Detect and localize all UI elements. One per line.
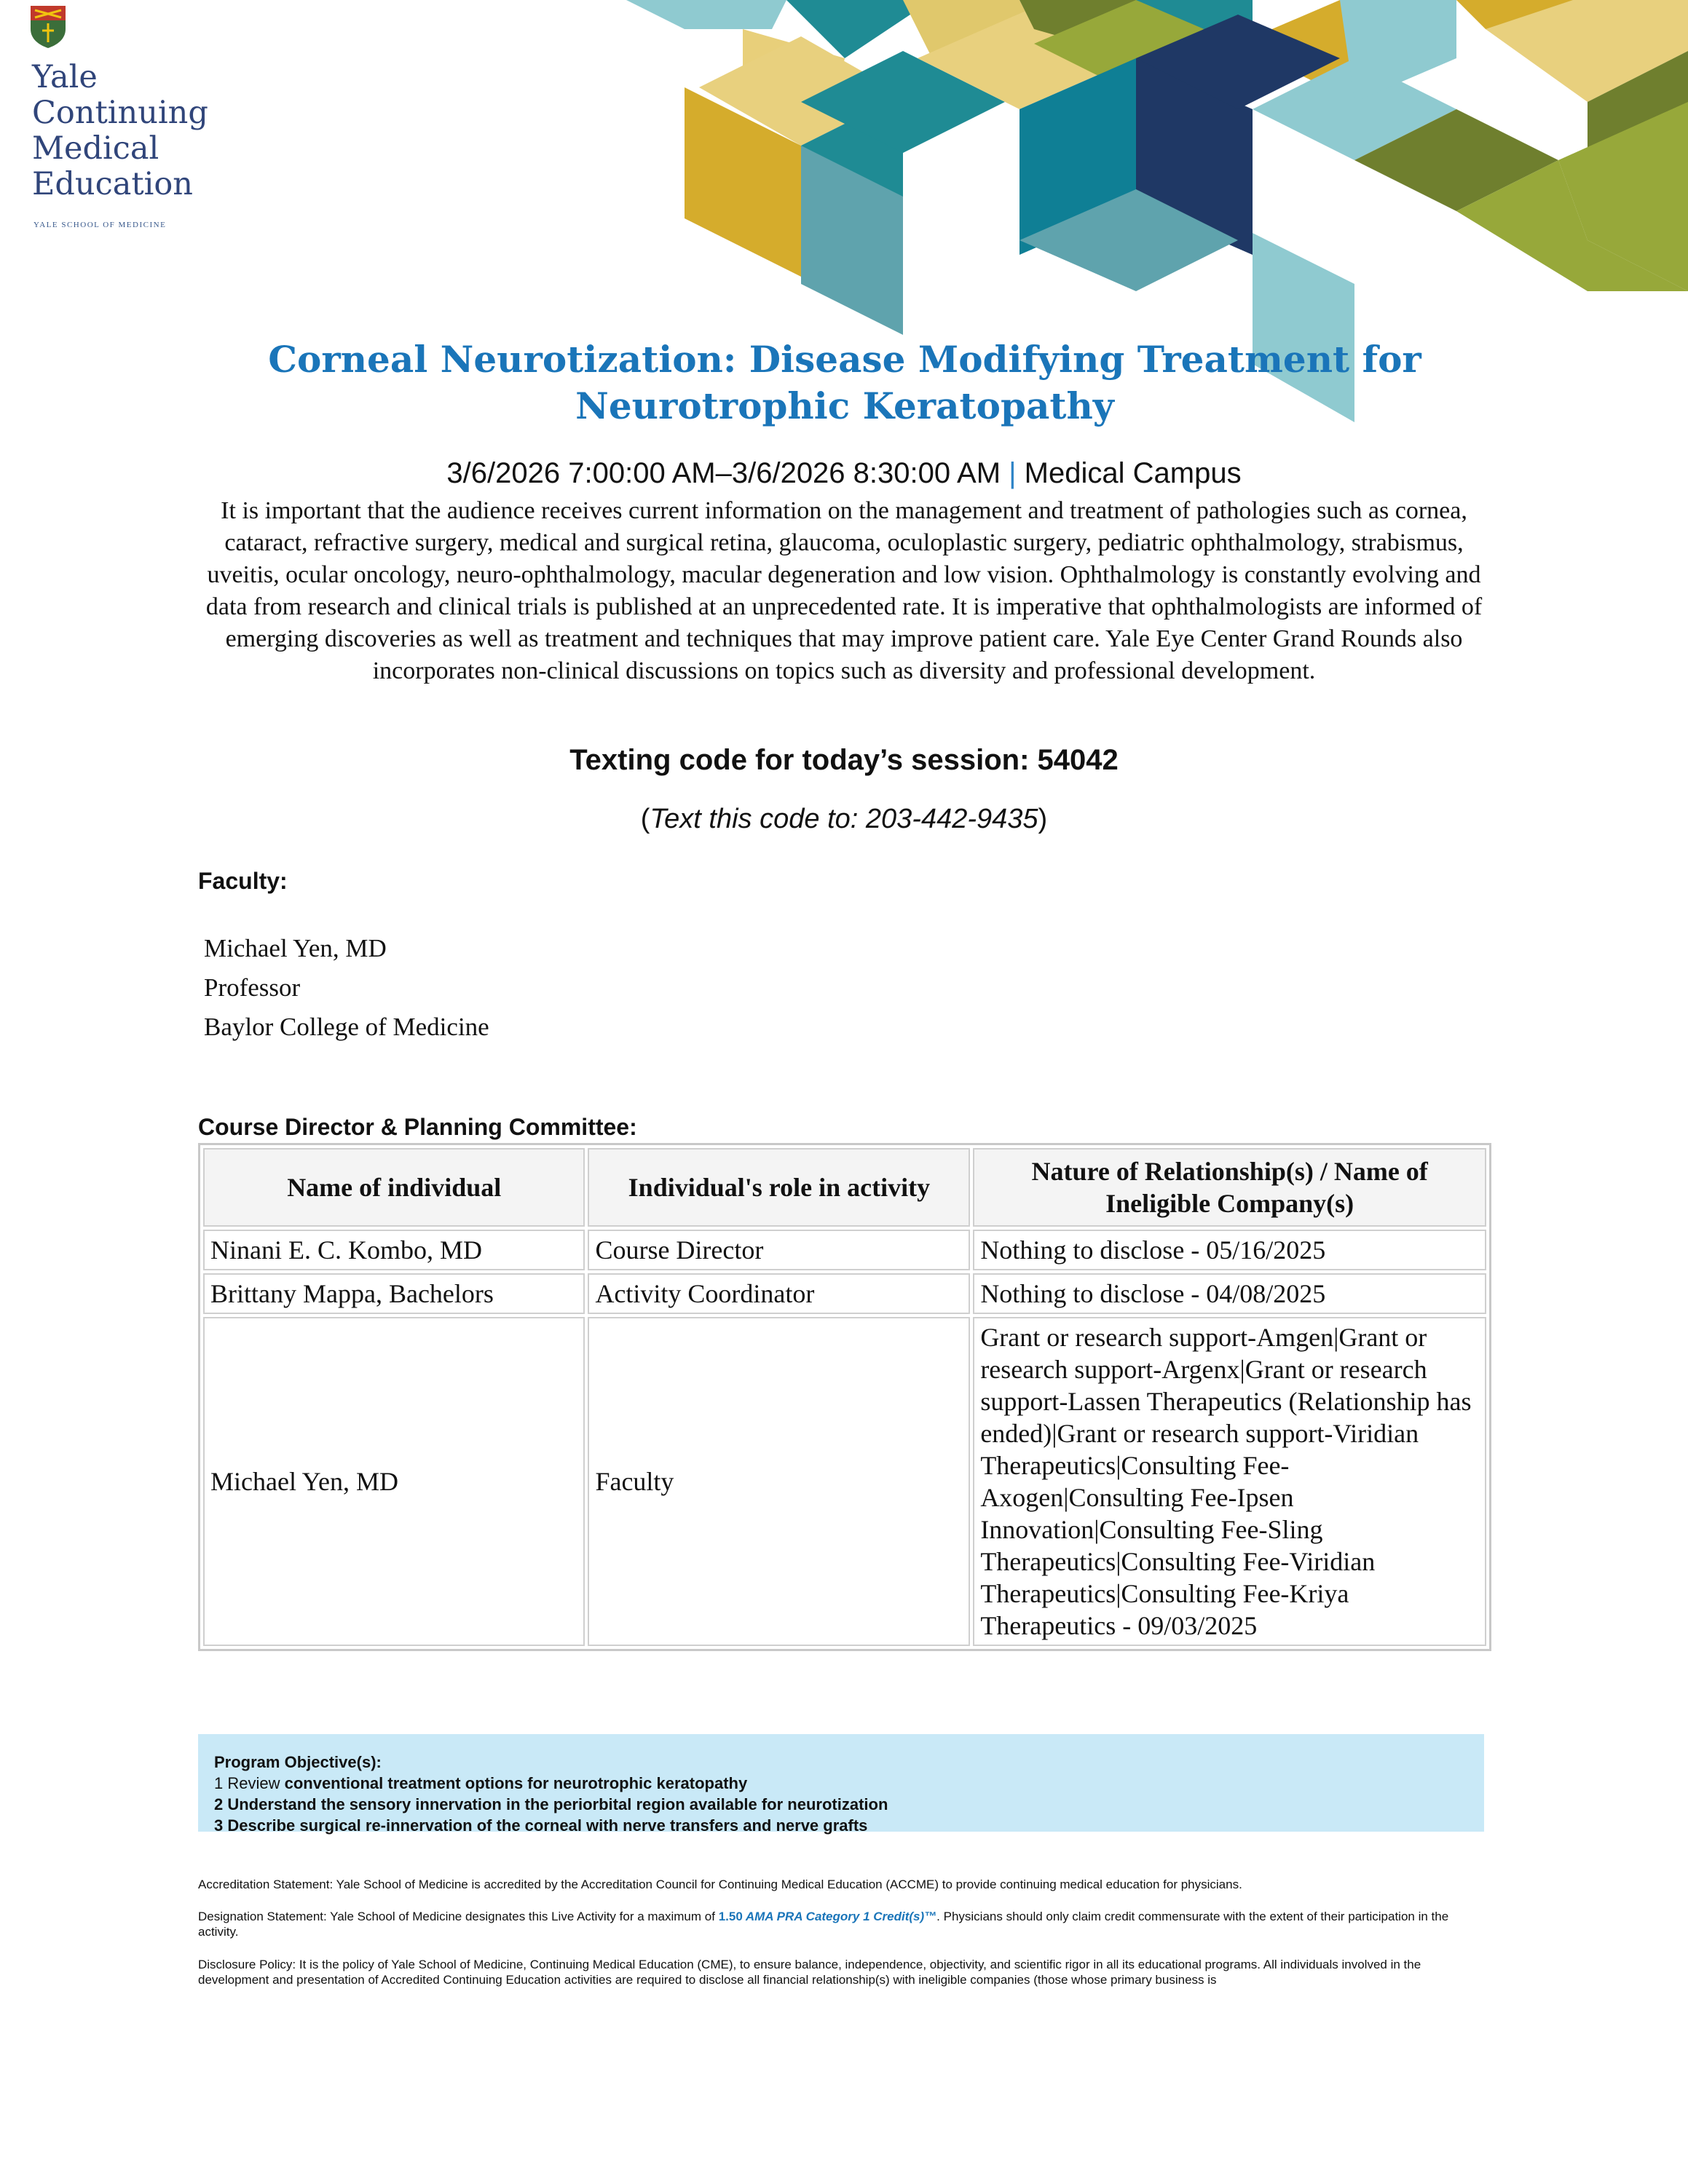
table-header-row	[203, 1148, 1486, 1227]
header-relationship: Nature of Relationship(s) / Name of Ineligible Company(s)	[973, 1148, 1486, 1227]
objective-1-prefix: 1 Review	[214, 1774, 285, 1792]
table-row	[203, 1230, 1486, 1270]
objective-2: 2 Understand the sensory innervation in the periorbital region available for neurotization	[214, 1795, 888, 1813]
faculty-info	[204, 929, 489, 1047]
objective-1	[214, 1773, 1468, 1794]
objectives-label: Program Objective(s):	[214, 1753, 382, 1771]
objective-3: 3 Describe surgical re-innervation of the corneal with nerve transfers and nerve grafts	[214, 1816, 868, 1835]
faculty-institution: Baylor College of Medicine	[204, 1013, 489, 1041]
paren-open: (	[640, 804, 650, 834]
program-objectives	[198, 1734, 1484, 1835]
logo-subtitle: YALE SCHOOL OF MEDICINE	[33, 221, 167, 229]
cell-name: Brittany Mappa, Bachelors	[203, 1273, 585, 1314]
header-name: Name of individual	[203, 1148, 585, 1227]
table-row	[203, 1317, 1486, 1646]
faculty-label: Faculty:	[198, 868, 288, 894]
designation-statement	[198, 1909, 1484, 1939]
page-title: Corneal Neurotization: Disease Modifying Treatment for Neurotrophic Keratopathy	[268, 338, 1421, 427]
cell-name: Ninani E. C. Kombo, MD	[203, 1230, 585, 1270]
disclosure-policy: Disclosure Policy: It is the policy of Yale School of Medicine, Continuing Medical Education (CME), to ensure balance, independence, objectivity, and scientific rigor in all its educational programs. All individuals involved in the development and presentation of Accredited Continuing Education activities are required to disclose all financial relationship(s) with ineligible companies (those whose primary business is	[198, 1958, 1421, 1987]
event-datetime: 3/6/2026 7:00:00 AM–3/6/2026 8:30:00 AM	[446, 457, 1001, 489]
cell-relationship: Grant or research support-Amgen|Grant or research support-Argenx|Grant or research support-Lassen Therapeutics (Relationship has ended)|Grant or research support-Viridian Therapeutics|Consulting Fee-Axogen|Consulting Fee-Ipsen Innovation|Consulting Fee-Sling Therapeutics|Consulting Fee-Viridian Therapeutics|Consulting Fee-Kriya Therapeutics - 09/03/2025	[973, 1317, 1486, 1646]
accreditation-statement: Accreditation Statement: Yale School of Medicine is accredited by the Accreditation Council for Continuing Medical Education (ACCME) to provide continuing medical education for physicians.	[198, 1878, 1242, 1891]
event-location: Medical Campus	[1024, 457, 1242, 489]
cell-relationship: Nothing to disclose - 05/16/2025	[973, 1230, 1486, 1270]
objective-1-text: conventional treatment options for neurotrophic keratopathy	[284, 1774, 748, 1792]
event-separator: |	[1009, 457, 1017, 489]
cell-role: Faculty	[588, 1317, 970, 1646]
yale-shield-icon	[29, 4, 67, 50]
faculty-title: Professor	[204, 973, 301, 1002]
paren-close: )	[1038, 804, 1048, 834]
yale-cme-logo	[29, 4, 218, 230]
cell-relationship: Nothing to disclose - 04/08/2025	[973, 1273, 1486, 1314]
designation-prefix: Designation Statement: Yale School of Medicine designates this Live Activity for a maximum of	[198, 1910, 719, 1923]
credit-number: 1.50	[718, 1910, 743, 1923]
header-role: Individual's role in activity	[588, 1148, 970, 1227]
texting-number: Text this code to: 203-442-9435	[650, 804, 1038, 834]
event-description: It is important that the audience receives current information on the management and treatment of pathologies such as cornea, cataract, refractive surgery, medical and surgical retina, glaucoma, oculoplastic surgery, pediatric ophthalmology, strabismus, uveitis, ocular oncology, neuro-ophthalmology, macular degeneration and low vision. Ophthalmology is constantly evolving and data from research and clinical trials is published at an unprecedented rate. It is imperative that ophthalmologists are informed of emerging discoveries as well as treatment and techniques that may improve patient care. Yale Eye Center Grand Rounds also incorporates non-clinical discussions on topics such as diversity and professional development.	[205, 497, 1483, 684]
committee-label: Course Director & Planning Committee:	[198, 1114, 637, 1140]
table-row	[203, 1273, 1486, 1314]
faculty-name: Michael Yen, MD	[204, 934, 387, 962]
credit-text: AMA PRA Category 1 Credit(s)™	[742, 1910, 937, 1923]
designation-suffix: . Physicians should only claim credit commensurate with the extent of their participation in the activity.	[198, 1910, 1449, 1939]
texting-instruction	[0, 804, 1688, 835]
event-dateline	[0, 457, 1688, 490]
cell-role: Activity Coordinator	[588, 1273, 970, 1314]
committee-table	[198, 1143, 1491, 1651]
logo-name: Yale Continuing Medical Education	[32, 59, 208, 202]
texting-code: Texting code for today’s session: 54042	[569, 744, 1119, 776]
cell-name: Michael Yen, MD	[203, 1317, 585, 1646]
cell-role: Course Director	[588, 1230, 970, 1270]
